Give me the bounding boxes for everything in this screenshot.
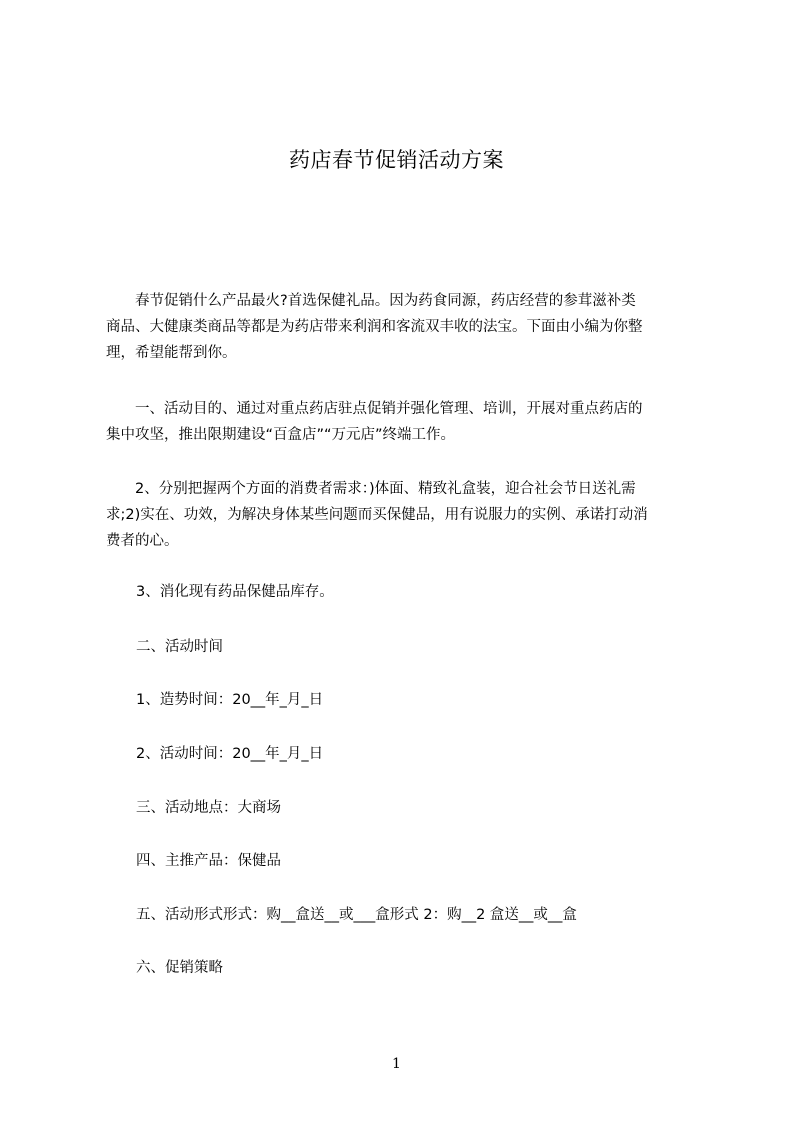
section-heading-products: 四、主推产品：保健品 — [136, 853, 281, 869]
intro-line: 春节促销什么产品最火?首选保健礼品。因为药食同源，药店经营的参茸滋补类 — [106, 293, 636, 309]
section-heading-location: 三、活动地点：大商场 — [136, 800, 281, 816]
goal-2-line: 求;2)实在、功效，为解决身体某些问题而买保健品，用有说服力的实例、承诺打动消 — [106, 507, 648, 523]
goal-2-line: 费者的心。 — [106, 533, 179, 549]
goal-2-line: 2、分别把握两个方面的消费者需求：)体面、精致礼盒装，迎合社会节日送礼需 — [106, 481, 636, 497]
intro-line: 理，希望能帮到你。 — [106, 345, 237, 361]
section-heading-time: 二、活动时间 — [136, 639, 223, 655]
list-item-event-time: 2、活动时间：20__年_月_日 — [136, 746, 324, 762]
list-item-inventory: 3、消化现有药品保健品库存。 — [136, 584, 334, 600]
goal-1-line: 集中攻坚，推出限期建设“百盒店”“万元店”终端工作。 — [106, 427, 456, 443]
page-number: 1 — [392, 1056, 401, 1072]
intro-line: 商品、大健康类商品等都是为药店带来利润和客流双丰收的法宝。下面由小编为你整 — [106, 319, 643, 335]
section-heading-strategy: 六、促销策略 — [136, 960, 223, 976]
goal-paragraph-1 — [106, 396, 698, 448]
section-heading-format: 五、活动形式形式：购__盒送__或___盒形式 2：购__2 盒送__或__盒 — [136, 907, 577, 923]
goal-paragraph-2 — [106, 476, 698, 554]
intro-paragraph — [106, 288, 698, 366]
document-title: 药店春节促销活动方案 — [289, 148, 504, 172]
list-item-warmup-time: 1、造势时间：20__年_月_日 — [136, 692, 324, 708]
goal-1-line: 一、活动目的、通过对重点药店驻点促销并强化管理、培训，开展对重点药店的 — [106, 401, 643, 417]
